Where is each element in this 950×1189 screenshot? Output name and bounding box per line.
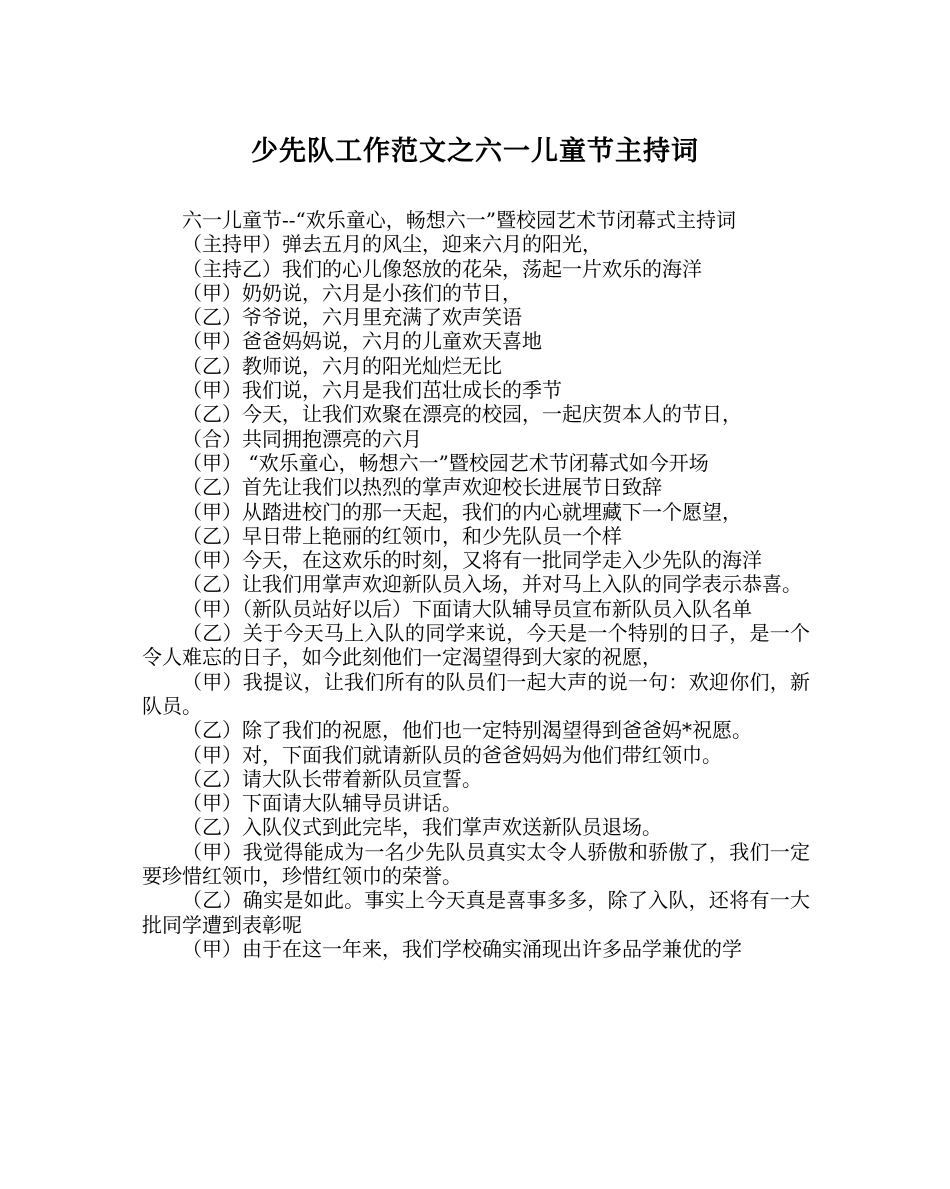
- paragraph: （乙）让我们用掌声欢迎新队员入场，并对马上入队的同学表示恭喜。: [182, 572, 802, 597]
- paragraph: （甲）爸爸妈妈说，六月的儿童欢天喜地: [182, 329, 542, 354]
- paragraph: （甲）由于在这一年来，我们学校确实涌现出许多品学兼优的学: [182, 936, 742, 961]
- paragraph: 六一儿童节--“欢乐童心，畅想六一”暨校园艺术节闭幕式主持词: [182, 208, 736, 232]
- paragraph: （乙）爷爷说，六月里充满了欢声笑语: [182, 305, 522, 330]
- document-title: 少先队工作范文之六一儿童节主持词: [251, 136, 699, 167]
- paragraph: （甲） “欢乐童心，畅想六一”暨校园艺术节闭幕式如今开场: [182, 450, 709, 475]
- paragraph: （甲）对，下面我们就请新队员的爸爸妈妈为他们带红领巾。: [182, 742, 722, 767]
- paragraph: （甲）下面请大队辅导员讲话。: [182, 791, 462, 816]
- paragraph: （甲）我们说，六月是我们茁壮成长的季节: [182, 378, 562, 403]
- document-body: [142, 208, 810, 961]
- paragraph: （主持乙）我们的心儿像怒放的花朵，荡起一片欢乐的海洋: [182, 256, 702, 281]
- paragraph: （乙）首先让我们以热烈的掌声欢迎校长进展节日致辞: [182, 475, 662, 500]
- paragraph: （甲）从踏进校门的那一天起，我们的内心就埋藏下一个愿望，: [182, 499, 742, 524]
- paragraph: （乙）关于今天马上入队的同学来说，今天是一个特别的日子，是一个令人难忘的日子，如今此刻他们一定渴望得到大家的祝愿，: [142, 621, 810, 670]
- paragraph: （乙）确实是如此。事实上今天真是喜事多多，除了入队，还将有一大批同学遭到表彰呢: [142, 888, 810, 937]
- paragraph: （乙）今天，让我们欢聚在漂亮的校园，一起庆贺本人的节日，: [182, 402, 742, 427]
- paragraph: （甲）今天，在这欢乐的时刻，又将有一批同学走入少先队的海洋: [182, 548, 762, 573]
- paragraph: （乙）除了我们的祝愿，他们也一定特别渴望得到爸爸妈*祝愿。: [182, 718, 752, 743]
- paragraph: （甲）（新队员站好以后）下面请大队辅导员宣布新队员入队名单: [182, 596, 752, 621]
- paragraph: （合）共同拥抱漂亮的六月: [182, 426, 422, 451]
- paragraph: （乙）教师说，六月的阳光灿烂无比: [182, 353, 502, 378]
- paragraph: （主持甲）弹去五月的风尘，迎来六月的阳光，: [182, 232, 602, 257]
- paragraph: （乙）入队仪式到此完毕，我们掌声欢送新队员退场。: [182, 815, 662, 840]
- paragraph: （甲）奶奶说，六月是小孩们的节日，: [182, 280, 522, 305]
- paragraph: （乙）早日带上艳丽的红领巾，和少先队员一个样: [182, 523, 622, 548]
- paragraph: （甲）我觉得能成为一名少先队员真实太令人骄傲和骄傲了，我们一定要珍惜红领巾，珍惜红领巾的荣誉。: [142, 839, 810, 889]
- paragraph: （乙）请大队长带着新队员宣誓。: [182, 766, 482, 791]
- paragraph: （甲）我提议，让我们所有的队员们一起大声的说一句：欢迎你们，新队员。: [142, 669, 810, 718]
